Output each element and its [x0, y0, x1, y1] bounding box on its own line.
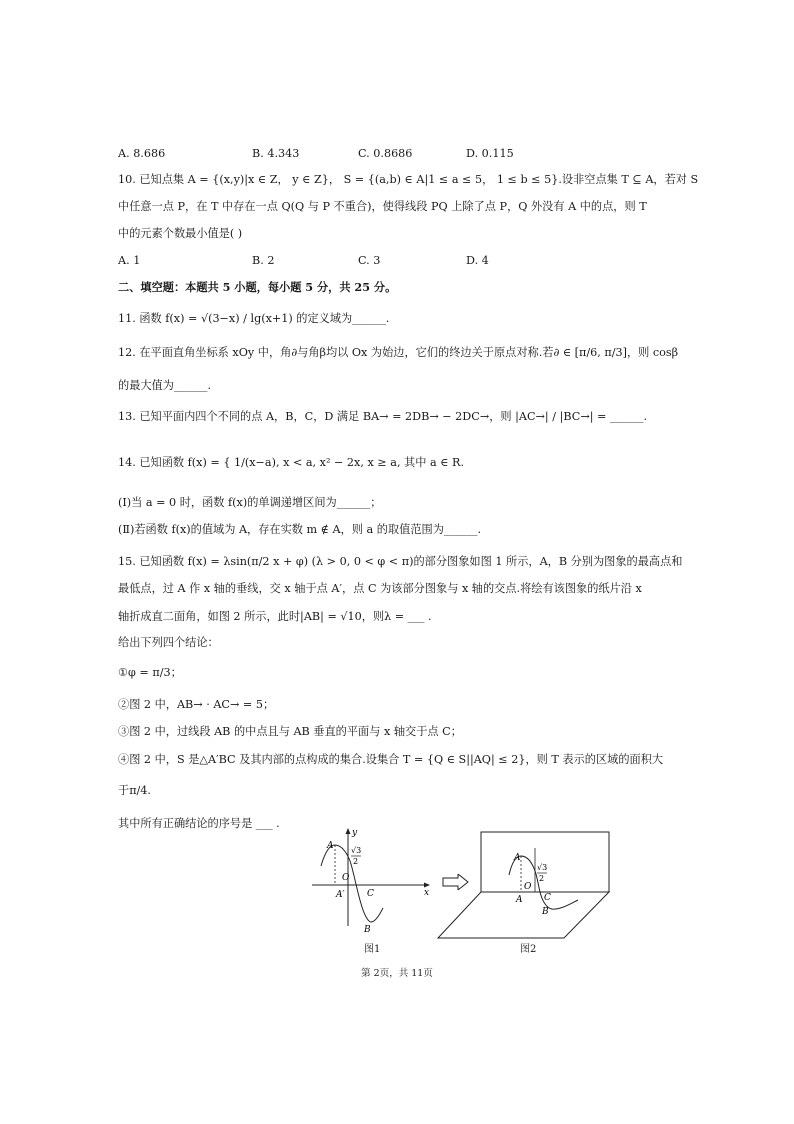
q15-conclusion-1: ①φ = π/3；: [118, 666, 182, 679]
label-a-prime: A′: [336, 890, 345, 900]
label-o: O: [342, 873, 350, 883]
q15-conclusion-4a: ④图 2 中，S 是△A′BC 及其内部的点构成的集合.设集合 T = {Q ∈ S||AQ| ≤ 2}，则 T 表示的区域的面积大: [118, 753, 664, 766]
q14-part1: (Ⅰ)当 a = 0 时，函数 f(x)的单调递增区间为______；: [118, 496, 382, 509]
label-a: A: [514, 853, 521, 863]
q9-option-b: B. 4.343: [252, 147, 300, 160]
x-axis-arrow: [424, 883, 430, 888]
label-c: C: [367, 889, 374, 899]
label-x: x: [424, 888, 430, 898]
q10-line1: 10. 已知点集 A = {(x,y)|x ∈ Z， y ∈ Z}， S = {(a,b) ∈ A|1 ≤ a ≤ 5， 1 ≤ b ≤ 5}.设非空点集 T ⊆ A，若对 S: [118, 173, 699, 186]
vertical-plane: [481, 832, 609, 892]
q15-line3: 轴折成直二面角，如图 2 所示，此时|AB| = √10，则λ = ___ .: [118, 610, 432, 623]
q10-line2: 中任意一点 P，在 T 中存在一点 Q(Q 与 P 不重合)，使得线段 PQ 上除了点 P，Q 外没有 A 中的点，则 T: [118, 200, 647, 213]
label-b: B: [542, 907, 549, 917]
label-a: A: [327, 841, 334, 851]
section2-title: 二、填空题：本题共 5 小题，每小题 5 分，共 25 分。: [118, 280, 397, 294]
q15-ask: 其中所有正确结论的序号是 ___ .: [118, 817, 280, 830]
q10-line3: 中的元素个数最小值是( ): [118, 227, 243, 240]
q15-conclusion-3: ③图 2 中，过线段 AB 的中点且与 AB 垂直的平面与 x 轴交于点 C；: [118, 725, 462, 738]
q15-line1: 15. 已知函数 f(x) = λsin(π/2 x + φ) (λ > 0, 0 < φ < π)的部分图象如图 1 所示，A，B 分别为图象的最高点和: [118, 555, 683, 568]
figure-1-caption: 图1: [364, 944, 381, 955]
figure-2: [436, 830, 626, 942]
label-o: O: [524, 882, 532, 892]
q10-option-a: A. 1: [118, 254, 141, 267]
horizontal-plane: [438, 892, 609, 938]
label-denom: 2: [353, 857, 359, 866]
q14-line1: 14. 已知函数 f(x) = { 1/(x−a), x < a, x² − 2x, x ≥ a, 其中 a ∈ R.: [118, 456, 465, 469]
q15-conclusion-2: ②图 2 中，AB→ · AC→ = 5；: [118, 698, 275, 711]
figure-2-caption: 图2: [520, 944, 537, 955]
label-sqrt3: √3: [351, 846, 362, 855]
q12-line1: 12. 在平面直角坐标系 xOy 中，角∂与角β均以 Ox 为始边，它们的终边关于原点对称.若∂ ∈ [π/6, π/3]，则 cosβ: [118, 346, 679, 359]
q15-conclusion-4b: 于π/4.: [118, 784, 151, 797]
q15-line2: 最低点，过 A 作 x 轴的垂线，交 x 轴于点 A′，点 C 为该部分图象与 x 轴的交点.将绘有该图象的纸片沿 x: [118, 582, 642, 595]
y-axis-arrow: [346, 828, 351, 834]
label-y: y: [352, 828, 358, 838]
q15-intro: 给出下列四个结论：: [118, 636, 219, 649]
label-sqrt3: √3: [537, 863, 548, 872]
q10-option-c: C. 3: [358, 254, 381, 267]
label-denom: 2: [539, 874, 545, 883]
figure-1: [308, 826, 433, 936]
page-footer: 第 2页，共 11页: [361, 968, 433, 979]
q12-line2: 的最大值为______.: [118, 379, 212, 392]
q9-option-a: A. 8.686: [118, 147, 166, 160]
q9-option-d: D. 0.115: [466, 147, 514, 160]
sine-curve: [321, 845, 383, 922]
label-c: C: [544, 893, 551, 903]
q14-part2: (Ⅱ)若函数 f(x)的值域为 A，存在实数 m ∉ A，则 a 的取值范围为______.: [118, 523, 481, 536]
q10-option-d: D. 4: [466, 254, 489, 267]
label-b: B: [364, 925, 371, 935]
label-a-lower: A: [516, 895, 523, 905]
q9-option-c: C. 0.8686: [358, 147, 413, 160]
q10-option-b: B. 2: [252, 254, 275, 267]
q11: 11. 函数 f(x) = √(3−x) / lg(x+1) 的定义域为______.: [118, 312, 390, 325]
q13: 13. 已知平面内四个不同的点 A，B，C，D 满足 BA→ = 2DB→ − 2DC→，则 |AC→| / |BC→| = ______.: [118, 410, 648, 423]
